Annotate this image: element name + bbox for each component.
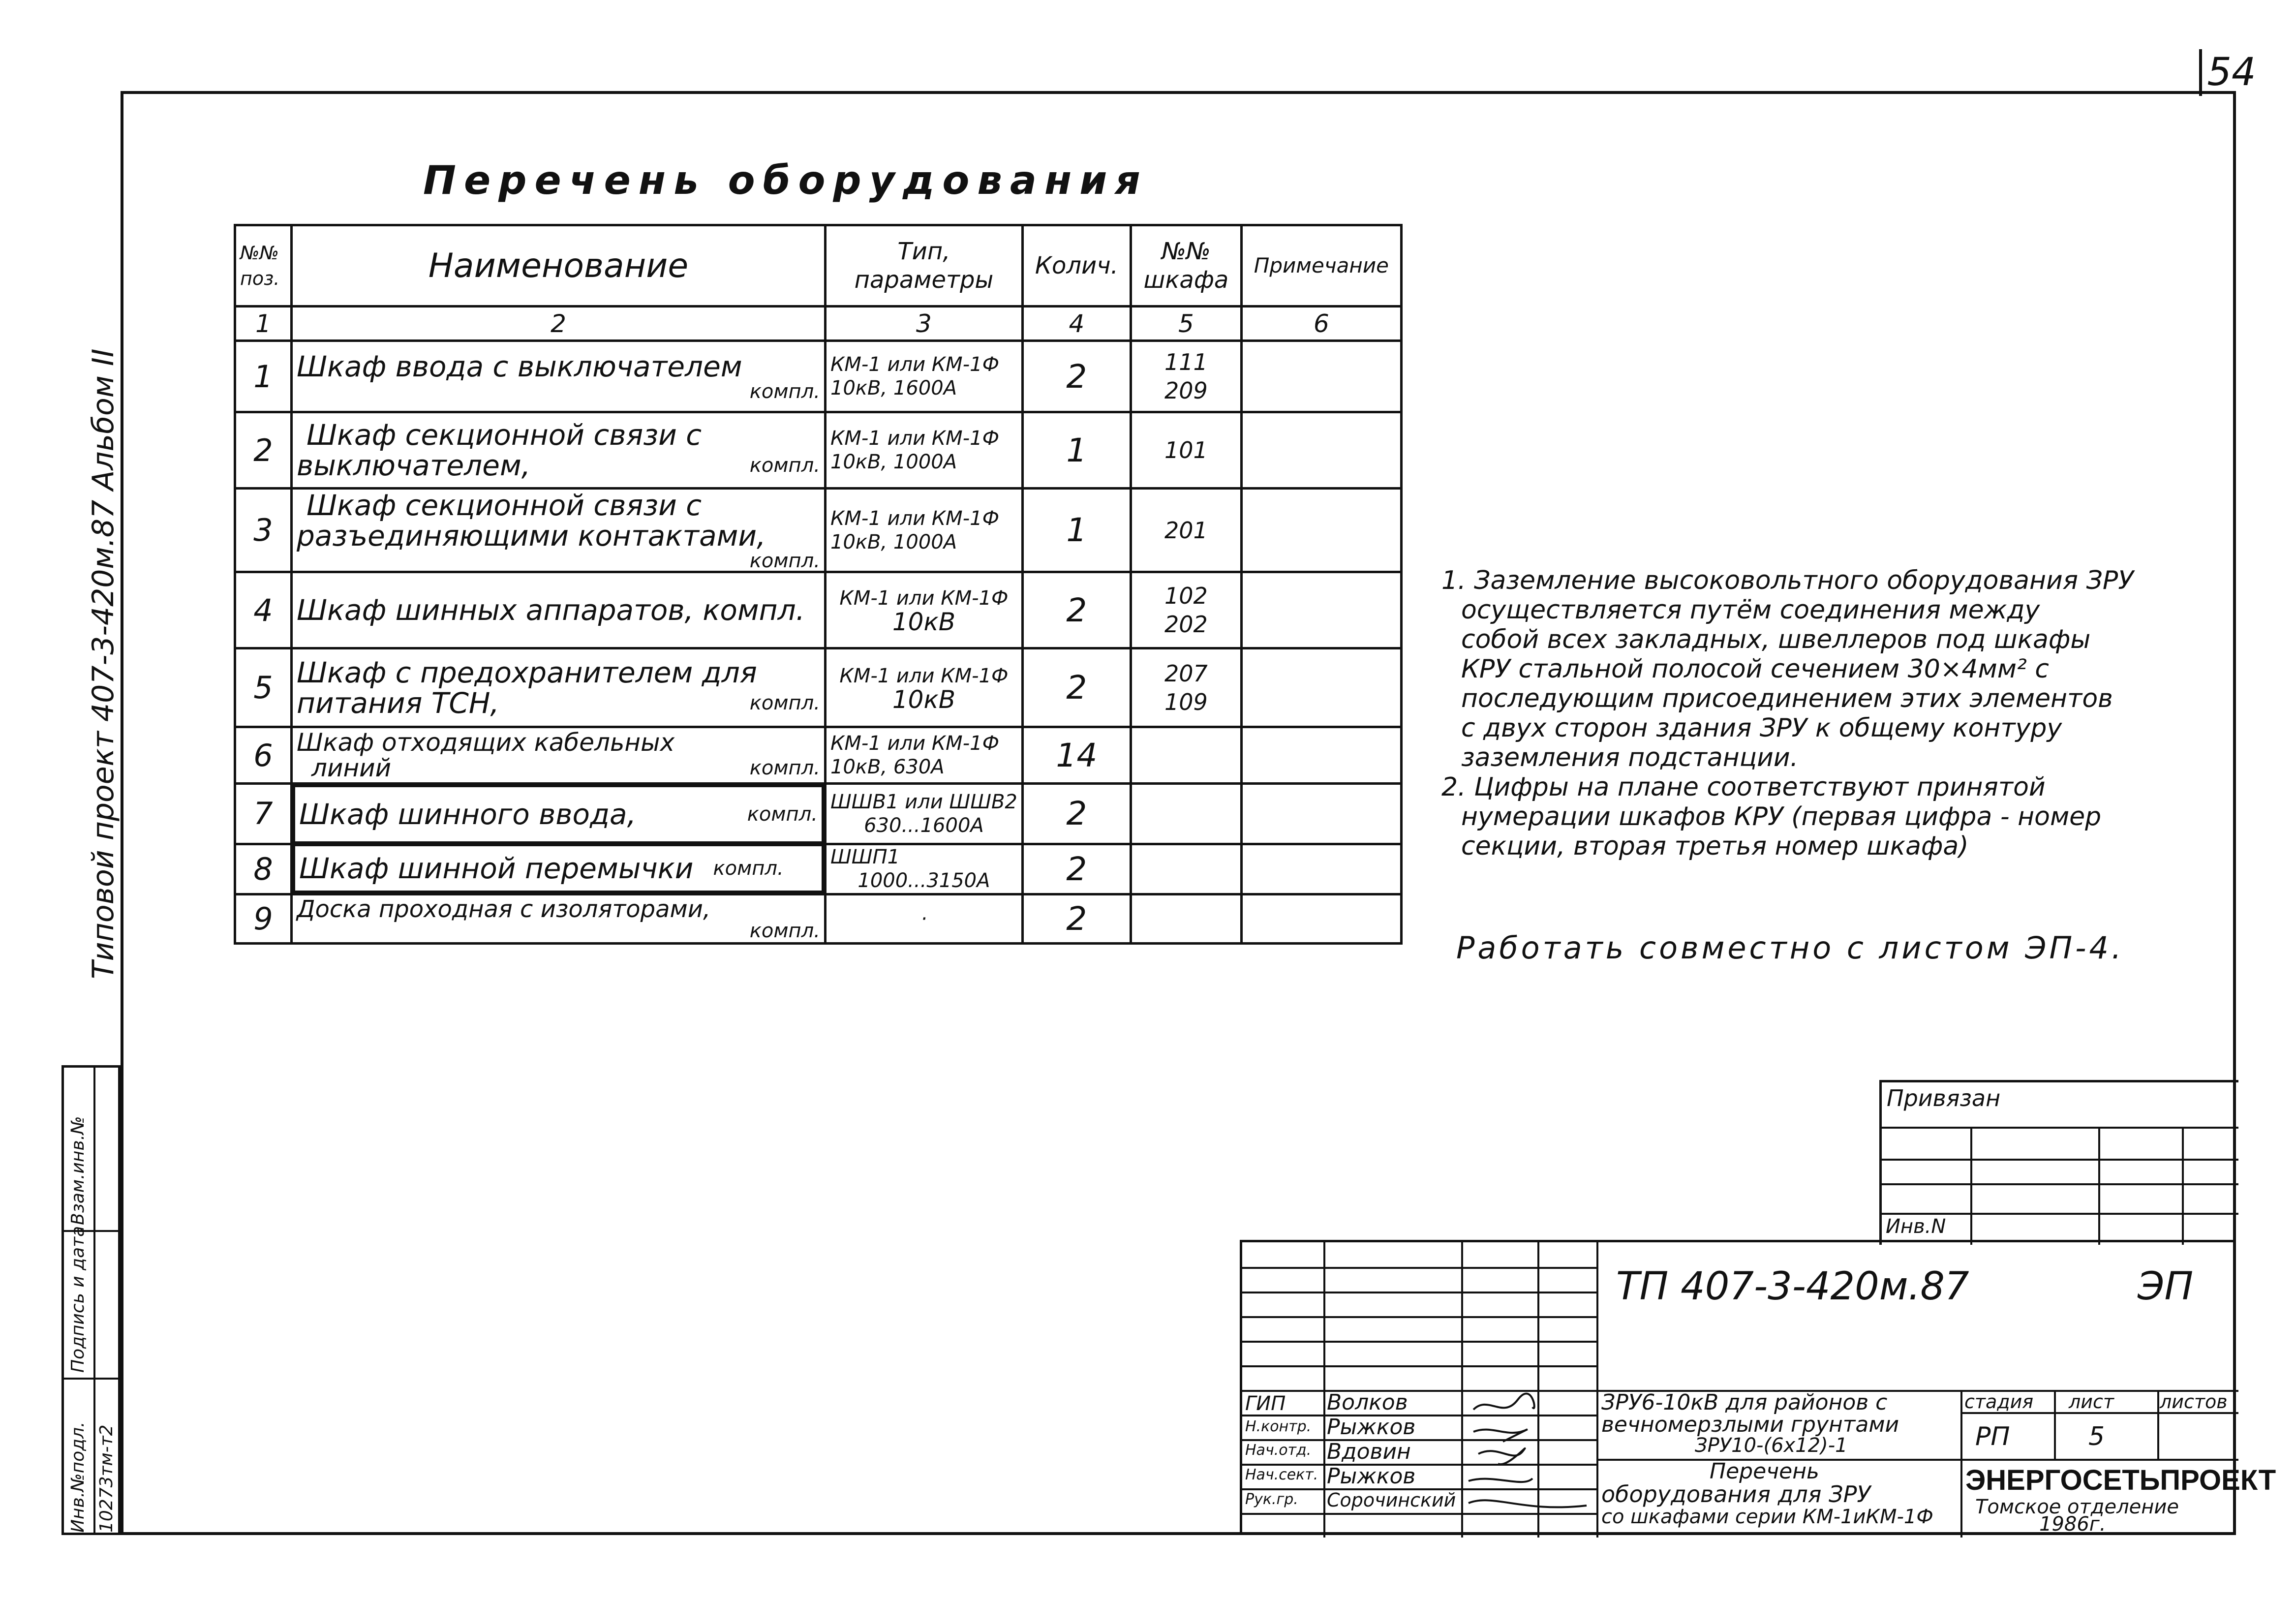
row-type: КМ-1 или КМ-1Ф 10кВ, 1600А xyxy=(826,341,1023,412)
row-cabinet xyxy=(1131,844,1241,894)
org-name: ЭНЕРГОСЕТЬПРОЕКТ xyxy=(1965,1464,2276,1496)
person-name: Рыжков xyxy=(1327,1415,1416,1440)
binding-label: Привязан xyxy=(1887,1085,2001,1111)
row-type: КМ-1 или КМ-1Ф 10кВ xyxy=(826,572,1023,648)
sheet-value: 5 xyxy=(2088,1422,2105,1451)
table-row xyxy=(235,784,1402,844)
stamp-label-sign: Подпись и дата xyxy=(68,1226,88,1373)
row-note xyxy=(1241,412,1401,489)
col-number: 5 xyxy=(1131,307,1241,341)
sheet-title-line: Перечень xyxy=(1710,1459,1819,1484)
row-num: 9 xyxy=(235,894,292,944)
row-qty: 2 xyxy=(1022,894,1131,944)
doc-code: ТП 407-3-420м.87 xyxy=(1616,1264,1969,1309)
header-cabinet: №№ шкафа xyxy=(1131,225,1241,307)
role: Рук.гр. xyxy=(1245,1491,1298,1508)
table-row xyxy=(235,572,1402,648)
col-number: 4 xyxy=(1022,307,1131,341)
row-type: КМ-1 или КМ-1Ф 10кВ, 630А xyxy=(826,727,1023,784)
row-num: 3 xyxy=(235,489,292,572)
sheets-label: листов xyxy=(2160,1391,2228,1413)
row-cabinet: 111 209 xyxy=(1131,341,1241,412)
table-row xyxy=(235,727,1402,784)
row-num: 7 xyxy=(235,784,292,844)
row-qty: 2 xyxy=(1022,572,1131,648)
row-note xyxy=(1241,341,1401,412)
row-note xyxy=(1241,727,1401,784)
title-block xyxy=(1240,1240,2276,1536)
row-name: Шкаф с предохранителем для питания ТСН, компл. xyxy=(292,648,826,727)
note-line: последующим присоединением этих элементов xyxy=(1461,684,2113,713)
row-num: 8 xyxy=(235,844,292,894)
person-name: Вдовин xyxy=(1327,1439,1411,1464)
doc-mark: ЭП xyxy=(2138,1264,2194,1309)
col-number: 1 xyxy=(235,307,292,341)
row-type: · xyxy=(826,894,1023,944)
row-cabinet xyxy=(1131,784,1241,844)
row-num: 1 xyxy=(235,341,292,412)
row-cabinet xyxy=(1131,727,1241,784)
column-number-row xyxy=(235,307,1402,341)
table-header-row xyxy=(235,225,1402,307)
page-title: Перечень оборудования xyxy=(423,157,1148,203)
row-type: КМ-1 или КМ-1Ф 10кВ, 1000А xyxy=(826,412,1023,489)
row-note xyxy=(1241,784,1401,844)
stamp-inv-number: 10273тм-т2 xyxy=(96,1424,117,1533)
row-qty: 2 xyxy=(1022,784,1131,844)
header-qty: Колич. xyxy=(1022,225,1131,307)
row-qty: 2 xyxy=(1022,844,1131,894)
page-number: 54 xyxy=(2199,49,2261,96)
object-line: вечномерзлыми грунтами xyxy=(1601,1412,1899,1437)
row-note xyxy=(1241,572,1401,648)
row-cabinet: 201 xyxy=(1131,489,1241,572)
row-type: КМ-1 или КМ-1Ф 10кВ, 1000А xyxy=(826,489,1023,572)
object-line: ЗРУ10-(6х12)-1 xyxy=(1695,1434,1848,1457)
row-note xyxy=(1241,844,1401,894)
sheet-label: лист xyxy=(2069,1391,2114,1413)
role: Нач.отд. xyxy=(1245,1442,1312,1459)
person-name: Волков xyxy=(1327,1390,1408,1415)
row-note xyxy=(1241,489,1401,572)
row-name: Шкаф шинной перемычки компл. xyxy=(293,844,824,893)
row-type: КМ-1 или КМ-1Ф 10кВ xyxy=(826,648,1023,727)
col-number: 3 xyxy=(826,307,1023,341)
note-line: заземления подстанции. xyxy=(1461,743,1799,772)
row-cabinet: 102 202 xyxy=(1131,572,1241,648)
table-row xyxy=(235,844,1402,894)
col-number: 2 xyxy=(292,307,826,341)
equipment-table xyxy=(234,224,1403,945)
note-line: с двух сторон здания ЗРУ к общему контуру xyxy=(1461,713,2062,743)
org-branch: Томское отделение xyxy=(1975,1496,2179,1518)
col-number: 6 xyxy=(1241,307,1401,341)
row-name: Шкаф отходящих кабельных линий компл. xyxy=(292,727,826,784)
row-num: 5 xyxy=(235,648,292,727)
note-line: нумерации шкафов КРУ (первая цифра - номер xyxy=(1461,802,2102,831)
note-line: 1. Заземление высоковольтного оборудования ЗРУ xyxy=(1441,566,2134,595)
person-name: Рыжков xyxy=(1327,1464,1416,1489)
work-note: Работать совместно с листом ЭП-4. xyxy=(1456,930,2124,966)
role: Н.контр. xyxy=(1245,1418,1312,1435)
stage-value: РП xyxy=(1975,1422,2010,1451)
table-row xyxy=(235,894,1402,944)
header-num: №№ поз. xyxy=(235,225,292,307)
sheet-title-line: со шкафами серии КМ-1иКМ-1Ф xyxy=(1601,1506,1933,1528)
row-name: Шкаф шинных аппаратов, компл. xyxy=(292,572,826,648)
binding-block xyxy=(1879,1080,2238,1245)
note-line: осуществляется путём соединения между xyxy=(1461,595,2040,625)
row-num: 6 xyxy=(235,727,292,784)
row-cabinet xyxy=(1131,894,1241,944)
notes-block xyxy=(1441,566,2238,861)
table-row xyxy=(235,412,1402,489)
table-row xyxy=(235,489,1402,572)
row-note xyxy=(1241,648,1401,727)
inv-n-label: Инв.N xyxy=(1886,1215,1946,1238)
row-num: 4 xyxy=(235,572,292,648)
left-stamp xyxy=(61,1065,121,1535)
year: 1986г. xyxy=(2039,1513,2106,1536)
note-line: 2. Цифры на плане соответствуют принятой xyxy=(1441,772,2046,802)
row-note xyxy=(1241,894,1401,944)
note-line: собой всех закладных, швеллеров под шкафы xyxy=(1461,625,2091,654)
object-line: ЗРУ6-10кВ для районов с xyxy=(1601,1390,1888,1415)
header-note: Примечание xyxy=(1241,225,1401,307)
person-name: Сорочинский xyxy=(1327,1489,1456,1511)
role: Нач.сект. xyxy=(1245,1466,1318,1483)
row-name: Шкаф шинного ввода, компл. xyxy=(293,785,824,844)
note-line: КРУ стальной полосой сечением 30×4мм² с xyxy=(1461,654,2049,684)
table-row xyxy=(235,341,1402,412)
row-cabinet: 207 109 xyxy=(1131,648,1241,727)
header-name: Наименование xyxy=(292,225,826,307)
stamp-label-replace: Взам.инв.№ xyxy=(68,1116,88,1225)
stage-label: стадия xyxy=(1964,1391,2034,1413)
row-qty: 2 xyxy=(1022,341,1131,412)
signatures xyxy=(1464,1390,1592,1518)
header-type: Тип, параметры xyxy=(826,225,1023,307)
row-name: Шкаф секционной связи с выключателем, компл. xyxy=(292,412,826,489)
row-name: Шкаф ввода с выключателем компл. xyxy=(292,341,826,412)
row-type: ШШВ1 или ШШВ2 630...1600А xyxy=(826,784,1023,844)
row-qty: 1 xyxy=(1022,412,1131,489)
row-type: ШШП1 1000...3150А xyxy=(826,844,1023,894)
row-qty: 14 xyxy=(1022,727,1131,784)
table-row xyxy=(235,648,1402,727)
sheet-title-line: оборудования для ЗРУ xyxy=(1601,1481,1871,1508)
row-name: Доска проходная с изоляторами, компл. xyxy=(292,894,826,944)
row-qty: 2 xyxy=(1022,648,1131,727)
stamp-label-inv: Инв.№подл. xyxy=(68,1421,88,1533)
row-num: 2 xyxy=(235,412,292,489)
row-cabinet: 101 xyxy=(1131,412,1241,489)
row-name: Шкаф секционной связи с разъединяющими контактами, компл. xyxy=(292,489,826,572)
side-project-label: Типовой проект 407-3-420м.87 Альбом II xyxy=(86,348,121,979)
note-line: секции, вторая третья номер шкафа) xyxy=(1461,831,1969,861)
row-qty: 1 xyxy=(1022,489,1131,572)
role: ГИП xyxy=(1245,1392,1286,1415)
